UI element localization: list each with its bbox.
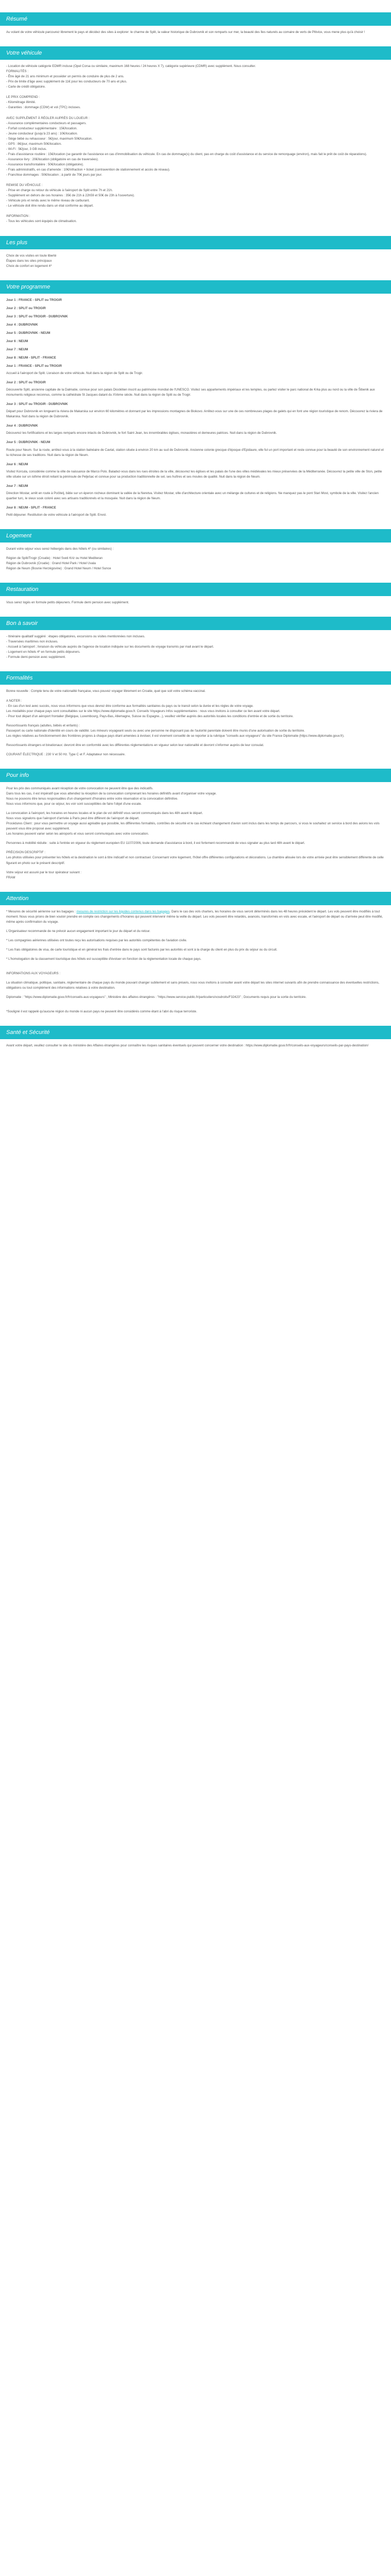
section-pour-info — [0, 786, 391, 880]
programme-day-title: Jour 1 : FRANCE - SPLIT ou TROGIR — [6, 298, 62, 302]
plus-line: Choix de confort en logement 4* — [6, 264, 52, 268]
attention-para-1-after: . Dans le cas des vols charters, les horaires de vous seront déterminés dans les 48 heures précédent le départ. Les vols peuvent être modifiés à tout moment. Nous vous prions de bien vouloir prendre en compte ces changements d'horaires qui peuvent intervenir même la veille du départ. Les vols peuvent être retardés, avancés, transformés en vols avec escale, et l'aéroport de départ ou d'arrivée peut être modifié, même après confirmation du voyage. — [6, 909, 383, 924]
pour-info-paragraph: Pour les prix des communiqués avant réception de votre convocation ne peuvent être que des indicatifs. Dans tous les cas, il est impératif que vous attendiez la réception de la convocation comprenant les horaires définitifs avant d'organiser votre voyage. Nous ne pouvons être tenus responsables d'un changement d'horaires entre votre réservation et la convocation définitive. Nous vous informons que, pour ce séjour, les voir sont susceptibles de faire l'objet d'une escale. — [6, 786, 217, 806]
vehicule-line: REMISE DU VÉHICULE : — [6, 183, 43, 188]
attention-para-7: Diplomatie : "https://www.diplomatie.gouv.fr/fr/conseils-aux-voyageurs" ; Ministère des affaires étrangères : "https://www.service-public.fr/particuliers/vosdroits/F32423" ; Documents requis pour la sortie du territoire. — [6, 995, 307, 999]
programme-day-title: Jour 7 : NEUM — [6, 484, 28, 488]
plus-line: Choix de vos visites en toute liberté — [6, 253, 57, 258]
restauration-text: Vous serez logés en formule petits déjeuners. Formule demi pension avec supplément. — [6, 601, 129, 605]
vehicule-line: - Location de véhicule catégorie EDMR incluse (Opel Corsa ou similaire, maximum 168 heures / 24 heures X 7), catégorie supérieure (CDMR) avec supplément. Nous consulter. — [6, 64, 256, 69]
programme-day-title: Jour 7 : NEUM — [6, 347, 28, 351]
programme-day-title: Jour 4 : DUBROVNIK — [6, 323, 38, 327]
vehicule-line: - Tous les véhicules sont équipés de climatisation. — [6, 219, 77, 224]
vehicule-line — [6, 90, 385, 95]
programme-day-title: Jour 3 : SPLIT ou TROGIR - DUBROVNIK — [6, 402, 68, 406]
section-sante — [0, 1043, 391, 1048]
pour-info-paragraph: Votre séjour est assuré par le tour opérateur suivant : FRAM — [6, 870, 82, 879]
programme-day — [6, 323, 385, 328]
section-bon-a-savoir — [0, 634, 391, 660]
attention-para-3: * Les compagnies aériennes utilisées ont toutes reçu les autorisations requises par les autorités compétentes de l'aviation civile. — [6, 938, 187, 942]
pour-info-paragraph: PRÉCISION DESCRIPTIF : Les photos utilisées pour présenter les hôtels et la destination le sont à titre indicatif et non contractuel. Concernant votre logement, l'hôtel offre différentes configurations et décorations. La chambre allouée lors de votre arrivée peut être sensiblement différente de celle figurant en photo sur le présent descriptif. — [6, 851, 384, 865]
vehicule-line: - Carte de crédit obligatoire. — [6, 85, 46, 89]
section-header-attention: Attention — [0, 892, 391, 905]
vehicule-line: - Wi-Fi : 5€/jour, 3 GB inclus. — [6, 147, 47, 151]
vehicule-line: - Être âgé de 21 ans minimum et posséder un permis de conduire de plus de 2 ans. — [6, 75, 124, 79]
programme-day-title: Jour 5 : DUBROVNIK - NEUM — [6, 331, 51, 335]
pour-info-paragraph: Personnes à mobilité réduite : suite à l'entrée en vigueur du règlement européen EU 1107/2006, toute demande d'assistance à bord, il est fortement recommandé de vous signaler au plus tard 48h avant le départ. — [6, 841, 305, 845]
programme-day — [6, 402, 385, 419]
programme-day-title: Jour 8 : NEUM - SPLIT - FRANCE — [6, 505, 56, 510]
bon-a-savoir-line: - Formule demi-pension avec supplément. — [6, 655, 66, 659]
bon-a-savoir-line: - Accueil à l'aéroport ; livraison du véhicule auprès de l'agence de location indiquée sur les documents de voyage transmis par mail avant le départ. — [6, 645, 214, 649]
attention-para-5: * L'homologation de la classement touristique des hôtels est susceptible d'évoluer en fonction de la réglementation locale de chaque pays. — [6, 957, 202, 961]
vehicule-line: - Frais d'assistance routière : 15€/location (se garantir de l'assistance en cas d'immobilisation du véhicule. En cas de dommage(s) du client, pas en charge du coût d'assistance et du service de remorquage (environ), mais fait le prêt de coût de réparations). — [6, 152, 367, 156]
vehicule-line: - Prix de limite d'âge avec supplément de 11€ pour les conducteurs de 70 ans et plus. — [6, 80, 127, 84]
vehicule-line: LE PRIX COMPREND : — [6, 95, 40, 99]
section-logement — [0, 547, 391, 571]
attention-para-6: La situation climatique, politique, sanitaire, réglementaire de chaque pays du monde pouvant changer subitement et sans préavis, nous vous invitons à consulter avant votre départ les sites internet suivants afin de prendre connaissance des éventuelles restrictions, obligations ou tout complément des informations relatives à votre destination. — [6, 981, 380, 990]
vehicule-line: - Assurance complémentaires conducteurs et passagers. — [6, 121, 87, 125]
section-header-sante: Santé et Sécurité — [0, 1026, 391, 1039]
programme-day — [6, 306, 385, 311]
programme-day-title: Jour 5 : DUBROVNIK - NEUM — [6, 440, 51, 445]
logement-intro: Durant votre séjour vous serez hébergés dans des hôtels 4* (ou similaires) : — [6, 547, 114, 551]
vehicule-line: - Kilométrage illimité. — [6, 100, 36, 105]
attention-para-2: L'Organisateur recommande de ne prévoir aucun engagement important le jour du départ et du retour. — [6, 929, 151, 933]
programme-day — [6, 423, 385, 436]
programme-day-title: Jour 4 : DUBROVNIK — [6, 424, 38, 428]
section-header-resume: Résumé — [0, 12, 391, 26]
programme-day — [6, 462, 385, 480]
pour-info-paragraph: La convocation à l'aéroport, les horaires en heures locales et le plan de vol définitif vous seront communiqués dans les 48h avant le départ. Nous vous signalons que l'aéroport d'arrivée à Paris peut être différent de l'aéroport de départ. Procédures Client : pour vous permettre un voyage aussi agréable que possible, les différentes formalités, contrôles de sécurité et le cas échéant changement d'avion sont inclus dans les temps de parcours, si vous le souhaitez un service à bord des avions les vols peuvent vous être proposé avec supplément. Les horaires peuvent varier selon les aéroports et vous seront communiqués avec votre convocation. — [6, 811, 380, 836]
programme-day — [6, 505, 385, 518]
programme-day-text: Petit déjeuner. Restitution de votre véhicule à l'aéroport de Split. Envol. — [6, 513, 107, 517]
programme-day — [6, 331, 385, 336]
vehicule-line: - Jeune conducteur (jusqu'à 23 ans) : 10€/location. — [6, 131, 78, 135]
vehicule-line — [6, 209, 385, 214]
programme-day-title: Jour 8 : NEUM - SPLIT - FRANCE — [6, 355, 56, 360]
programme-day — [6, 440, 385, 457]
programme-day-title: Jour 6 : NEUM — [6, 462, 28, 466]
programme-day-text: Route pour Neum. Sur la route, arrêtez-vous à la station balnéaire de Cavtat, station située à environ 20 km au sud de Dubrovnik. Ancienne colonie grecque d'époque d'Epidaure, elle fut un port important et reste connue pour la beauté de son environnement naturel et la richesse de ses traditions. Nuit dans la région de Neum. — [6, 448, 384, 457]
vehicule-line: - Forfait conducteur supplémentaire : 15€/location. — [6, 126, 77, 130]
attention-para-4: * Les frais obligatoires de visa, de carte touristique et en général les frais d'entrée dans le pays sont facturés par les autorités et sont à la charge du client en plus du prix du séjour ou du circuit. — [6, 947, 278, 952]
section-plus — [0, 253, 391, 269]
section-attention — [0, 909, 391, 1015]
vehicule-line: INFORMATION : — [6, 214, 30, 218]
section-header-vehicule: Votre véhicule — [0, 46, 391, 60]
programme-day — [6, 380, 385, 398]
vehicule-line: - Véhicule pris et rendu avec le même niveau de carburant. — [6, 199, 90, 203]
attention-info-title: INFORMATIONS AUX VOYAGEURS : — [6, 971, 60, 975]
section-header-programme: Votre programme — [0, 280, 391, 294]
programme-day — [6, 347, 385, 352]
programme-day-title: Jour 2 : SPLIT ou TROGIR — [6, 381, 46, 385]
vehicule-line: - Garanties : dommage (CDW) et vol (TPC) incluses. — [6, 106, 81, 110]
section-header-bon-a-savoir: Bon à savoir — [0, 617, 391, 630]
section-header-formalites: Formalités — [0, 671, 391, 685]
bon-a-savoir-line: - Traversées maritimes non incluses. — [6, 640, 58, 644]
attention-para-8: *Souligné il est rappelé qu'aucune région du monde ni aucun pays ne peuvent être considérés comme étant à l'abri du risque terroriste. — [6, 1010, 198, 1014]
vehicule-line: - Assurance livry : 20€/location (obligatoire en cas de traversées). — [6, 157, 99, 161]
programme-day-title: Jour 1 : FRANCE - SPLIT ou TROGIR — [6, 364, 62, 368]
programme-day-text: Direction Mostar, arrêt en route à Počitelj, bâtie sur un éperon rocheux dominant la vallée de la Neretva. Visitez Mostar, ville d'architecture orientale avec un mélange de cultures et de religions. Ne manquez pas le pont Stari Most, symbole de la ville. Visitez l'ancien quartier turc, le vieux souk coloré avec ses artisans traditionnels et la mosquée. Nuit dans la région de Neum. — [6, 491, 379, 500]
section-programme — [0, 298, 391, 518]
attention-para-1 — [6, 909, 385, 925]
logement-line: Région de Split/Trogir (Croatie) : Hotel Sveti Kriz ou Hotel Mediteran — [6, 556, 103, 561]
programme-day-title: Jour 3 : SPLIT ou TROGIR - DUBROVNIK — [6, 314, 68, 318]
programme-day — [6, 314, 385, 319]
vehicule-line: - Assurance transfrontalière : 50€/location (obligatoire). — [6, 162, 84, 166]
logement-line: Région de Dubrovnik (Croatie) : Grand Hotel Park / Hotel Uvala — [6, 562, 96, 566]
formalites-paragraph: COURANT ÉLECTRIQUE : 230 V et 50 Hz. Type C et F. Adaptateur non nécessaire. — [6, 752, 126, 756]
section-header-restauration: Restauration — [0, 583, 391, 596]
liquids-restriction-link[interactable]: mesures de restriction sur les liquides contenus dans les bagages — [76, 909, 170, 913]
formalites-paragraph: Ressortissants français (adultes, bébés et enfants) : Passeport ou carte nationale d'identité en cours de validité. Les mineurs voyageant seuls ou avec une personne ne disposant pas de l'autorité parentale doivent être munis d'une autorisation de sortie du territoire. Les règles relatives au fonctionnement des frontières propres à chaque pays étant amenées à évoluer, il est vivement conseillé de se reporter à la rubrique "conseils aux voyageurs" du site France Diplomatie (https://www.diplomatie.gouv.fr). — [6, 723, 345, 738]
programme-day-title: Jour 6 : NEUM — [6, 339, 28, 343]
resume-text: Au volant de votre véhicule parcourez librement le pays et décidez des sites à explorer: le charme de Split, la valeur historique de Dubrovnik et son remparts sur mer, la beauté des îles naturels au comaire de verts de Plitvice, vous mene plus qu'à choisir ! — [6, 30, 365, 34]
section-header-logement: Logement — [0, 529, 391, 543]
vehicule-line: FORMALITÉS : — [6, 70, 28, 74]
section-restauration — [0, 600, 391, 605]
vehicule-line: - Supplément en dehors de ces horaires : 35€ de 21h à 22h59 et 50€ de 23h à l'ouverture). — [6, 194, 135, 198]
bon-a-savoir-line: - Logement en hôtels 4* en formule petits déjeuners. — [6, 650, 80, 654]
vehicule-line: AVEC SUPPLÉMENT À RÉGLER AUPRÈS DU LOUEUR : — [6, 116, 90, 120]
programme-day — [6, 355, 385, 361]
vehicule-line: - Siège bébé ou rehausseur : 5€/jour, maximum 50€/location. — [6, 137, 93, 141]
sante-text: Avant votre départ, veuillez consulter le site du ministère des Affaires étrangères pour connaître les risques sanitaires éventuels qui peuvent concerner votre destination : https://www.diplomatie.gouv.fr/fr/conseils-aux-voyageurs/conseils-par-pays-destination/ — [6, 1044, 369, 1048]
section-resume — [0, 30, 391, 35]
programme-day-text: Visitez Korcula, considérée comme la ville de naissance de Marco Polo. Baladez-vous dans les rues étroites de la ville, découvrez les églises et les palais de l'une des villes médiévales les mieux préservées de la Méditerranée. Découvrez la petite ville de Ston, petite ville située sur un isthme étroit reliant la péninsule de Pelješac et connue pour sa production traditionnelle de sel, ses huîtres et ses moules de qualité. Nuit dans la région de Neum. — [6, 469, 382, 479]
section-vehicule — [0, 64, 391, 224]
vehicule-line: - GPS : 8€/jour, maximum 50€/location. — [6, 142, 62, 146]
page — [0, 12, 391, 1048]
vehicule-line — [6, 110, 385, 115]
section-header-pour-info: Pour info — [0, 769, 391, 782]
programme-day — [6, 298, 385, 303]
programme-day-text: Accueil à l'aéroport de Split. Livraison de votre véhicule. Nuit dans la région de Split ou de Trogir. — [6, 371, 143, 376]
section-header-plus: Les plus — [0, 236, 391, 249]
programme-day-title: Jour 2 : SPLIT ou TROGIR — [6, 306, 46, 310]
plus-line: Étapes dans les sites principaux — [6, 259, 52, 263]
programme-day — [6, 364, 385, 376]
formalites-paragraph: A NOTER : - En cas d'un test avec succès, nous vous informons que vous devrez être conforme aux formalités sanitaires du pays ou le transit selon la durée et les règles de votre voyage. Les modalités pour chaque pays sont consultables sur le site https://www.diplomatie.gouv.fr. Conseils Voyageurs Infos supplémentaires : nous vous invitons à consulter ce lien avant votre départ. - Pour tout départ d'un aéroport frontalier (Belgique, Luxembourg, Pays-Bas, Allemagne, Suisse ou Espagne...), veuillez vérifier auprès des autorités locales les conditions d'entrée et de sortie du territoire. — [6, 699, 294, 718]
formalites-paragraph: Bonne nouvelle : Compte tenu de votre nationalité française, vous pouvez voyager librement en Croatie, quel que soit votre schéma vaccinal. — [6, 689, 206, 693]
vehicule-line: - Le véhicule doit être rendu dans un état conforme au départ. — [6, 204, 94, 208]
vehicule-line: - Franchise dommages : 50€/location ; à partir de 70€ jours par jour. — [6, 173, 103, 177]
programme-day-text: Départ pour Dubrovnik en longeant la riviera de Makarska sur environ 60 kilomètres et donnant par les impressions montagnes de Biokovo. Arrêtez-vous sur une de ces nombreuses plages de galets qui en font une région touristique de renom. Découvrez la riviera de Makarska. Nuit dans la région de Dubrovnik. — [6, 410, 383, 419]
vehicule-line: - Prise en charge ou retour du véhicule à l'aéroport de Split entre 7h et 21h. — [6, 189, 113, 193]
formalites-paragraph: Ressortissants étrangers et binationaux: devront être en conformité avec les différentes réglementations en vigueur selon leur nationalité et devront s'informer auprès de leur consulat. — [6, 743, 264, 747]
attention-para-1-before: * Mesures de sécurité aérienne sur les bagages : — [6, 909, 77, 913]
programme-day-text: Découvrez les fortifications et les larges remparts encore intacts de Dubrovnik, le fort Saint Jean, les innombrables églises, monastères et demeures patrices. Nuit dans la région de Dubrovnik. — [6, 431, 277, 435]
vehicule-line — [6, 178, 385, 183]
programme-day-text: Découverte Split, ancienne capitale de la Dalmatie, connue pour son palais Dioclétien inscrit au patrimoine mondial de l'UNESCO. Visitez ses appartements impériaux et les temples, ou partez visiter le parc national de Krka plus au nord ou la ville de Šibenik aux monuments religieux reconnus, comme la cathédrale St Jacques datant du XVème siècle. Nuit dans la région de Split ou de Trogir. — [6, 388, 375, 397]
bon-a-savoir-line: - Itinéraire qualitatif suggéré : étapes obligatoires, excursions ou visites mentionnées non incluses. — [6, 635, 145, 639]
programme-day — [6, 339, 385, 344]
vehicule-line: - Frais administratifs, en cas d'amende : 10€/infraction + ticket (contravention de stationnement et accès de réseau). — [6, 167, 170, 172]
logement-line: Région de Neum (Bosnie Herzégovine) : Grand Hotel Neum / Hotel Sunce — [6, 567, 111, 571]
section-formalites — [0, 689, 391, 757]
programme-day — [6, 484, 385, 501]
